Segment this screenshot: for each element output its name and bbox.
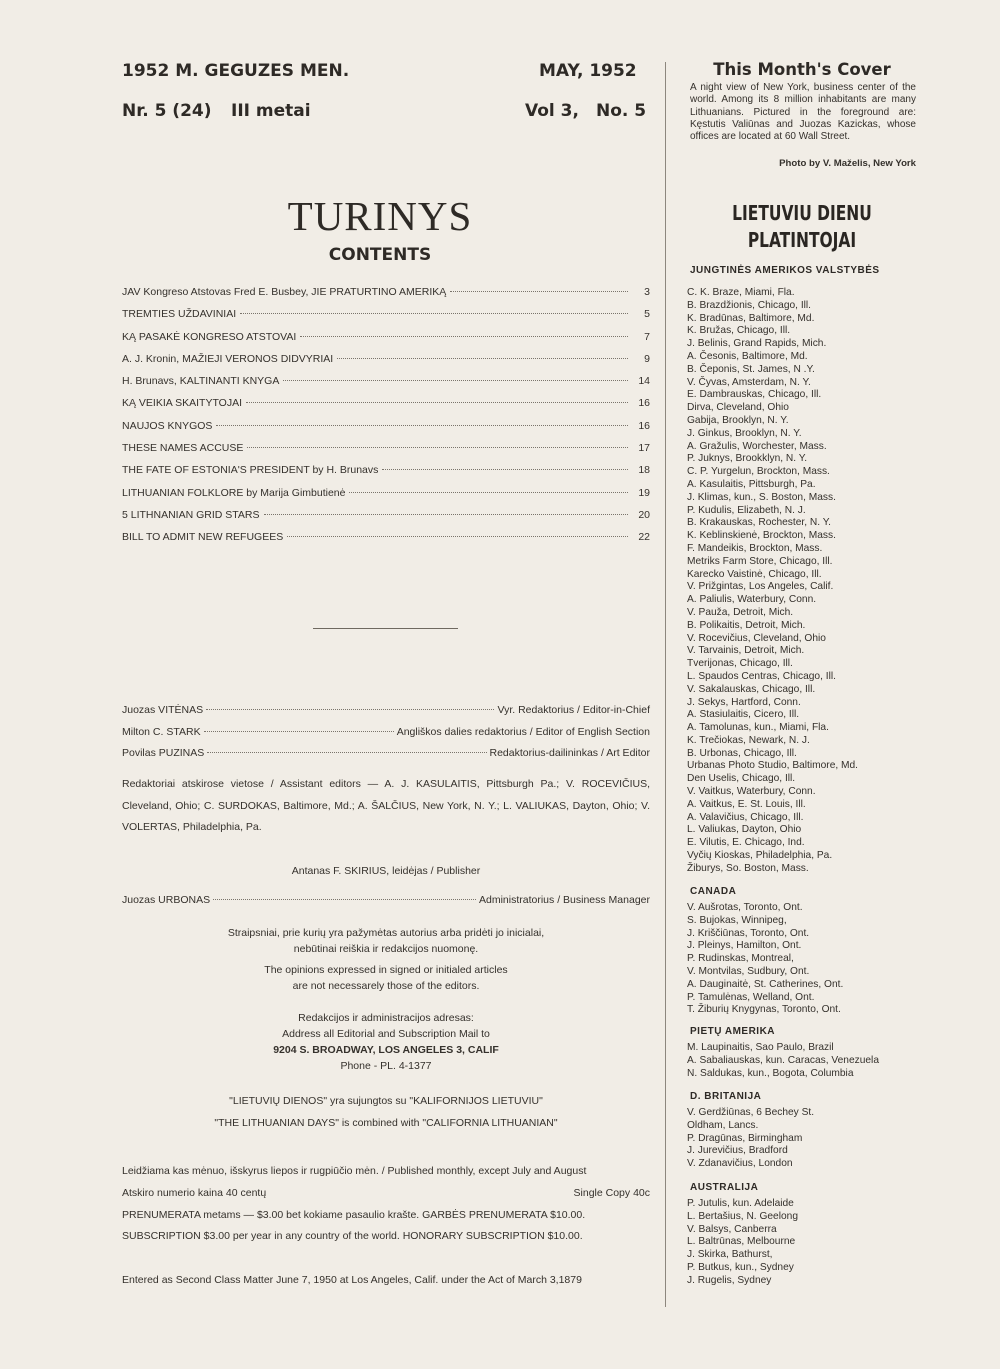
staff-row [122,726,650,738]
distributors-title [704,200,900,254]
business-row [122,894,650,906]
address-street: 9204 S. BROADWAY, LOS ANGELES 3, CALIF [273,1044,499,1056]
distributor-entry: K. Trečiokas, Newark, N. J. [687,734,810,746]
price-en: Single Copy 40c [573,1187,650,1199]
toc-item[interactable] [122,375,650,397]
header-issue-lt: Nr. 5 (24) [122,101,212,121]
region-uk-heading: D. BRITANIJA [690,1091,762,1102]
merge-block [122,1090,650,1134]
toc-item-title: H. Brunavs, KALTINANTI KNYGA [122,375,280,388]
distributor-entry: L. Spaudos Centras, Chicago, Ill. [687,670,836,682]
staff-role: Angliškos dalies redaktorius / Editor of English Section [396,726,650,738]
toc-item[interactable] [122,442,650,464]
business-name: Juozas URBONAS [122,894,211,906]
header-date-lt: 1952 M. GEGUZES MEN. [122,61,350,81]
leader-dots [349,492,628,493]
distributor-entry: V. Sakalauskas, Chicago, Ill. [687,683,816,695]
distributor-list-uk [687,1107,917,1171]
distributor-entry: M. Laupinaitis, Sao Paulo, Brazil [687,1042,834,1053]
leader-dots [240,313,628,314]
staff-name: Povilas PUZINAS [122,747,205,759]
toc-title: TURINYS [287,193,473,239]
distributor-entry: Gabija, Brooklyn, N. Y. [687,414,789,426]
distributor-entry: K. Keblinskienė, Brockton, Mass. [687,530,836,542]
toc-item-title: THESE NAMES ACCUSE [122,442,244,455]
distributor-entry: A. Dauginaitė, St. Catherines, Ont. [687,978,844,990]
leader-dots [216,425,628,426]
distributor-entry: J. Rugelis, Sydney [687,1274,772,1286]
leader-dots [300,336,628,337]
distributor-entry: A. Česonis, Baltimore, Md. [687,350,808,362]
header-no-en: No. 5 [596,101,647,121]
opinion-lt-line2: nebūtinai reiškia ir redakcijos nuomonę. [293,943,479,955]
toc-item-title: THE FATE OF ESTONIA'S PRESIDENT by H. Brunavs [122,464,379,477]
toc-item-title: A. J. Kronin, MAŽIEJI VERONOS DIDVYRIAI [122,352,334,365]
opinion-en-line2: are not necessarely those of the editors. [292,980,480,992]
distributor-entry: P. Tamulėnas, Welland, Ont. [687,991,815,1003]
region-au-heading: AUSTRALIJA [690,1182,759,1193]
distributor-list-usa [687,287,917,876]
subscription-lt: PRENUMERATA metams — $3.00 bet kokiame pasaulio krašte. GARBĖS PRENUMERATA $10.00. [122,1209,586,1221]
leader-dots [264,514,629,515]
address-lt: Redakcijos ir administracijos adresas: [298,1012,474,1024]
distributor-entry: Urbanas Photo Studio, Baltimore, Md. [687,760,859,772]
distributor-entry: A. Sabaliauskas, kun. Caracas, Venezuela [687,1054,879,1066]
subscription-lt-line [122,1209,650,1221]
toc-item-page: 16 [638,397,650,410]
toc-list [122,286,650,554]
region-sa-heading: PIETŲ AMERIKA [690,1026,776,1037]
distributors-title-line2: PLATINTOJAI [747,228,857,252]
distributor-entry: B. Brazdžionis, Chicago, Ill. [687,299,812,311]
toc-item-title: TREMTIES UŽDAVINIAI [122,308,237,321]
distributor-entry: F. Mandeikis, Brockton, Mass. [687,542,823,554]
distributor-entry: A. Paliulis, Waterbury, Conn. [687,594,817,606]
toc-item-title: KĄ PASAKĖ KONGRESO ATSTOVAI [122,330,297,343]
distributor-entry: K. Bružas, Chicago, Ill. [687,325,791,337]
distributor-entry: Oldham, Lancs. [687,1119,759,1131]
toc-item-page: 9 [644,352,650,365]
leader-dots [382,469,628,470]
distributor-entry: Karecko Vaistinė, Chicago, Ill. [687,568,822,580]
distributor-entry: P. Butkus, kun., Sydney [687,1261,794,1273]
leader-dots [283,380,628,381]
toc-item-page: 20 [638,508,650,521]
subscription-en: SUBSCRIPTION $3.00 per year in any country of the world. HONORARY SUBSCRIPTION $10.00. [122,1230,583,1242]
toc-item[interactable] [122,464,650,486]
distributor-entry: P. Jutulis, kun. Adelaide [687,1198,794,1209]
price-line [122,1187,650,1199]
address-phone: Phone - PL. 4-1377 [340,1060,432,1072]
distributor-entry: B. Polikaitis, Detroit, Mich. [687,619,806,631]
distributor-entry: Dirva, Cleveland, Ohio [687,402,789,414]
staff-row [122,704,650,716]
toc-item-title: NAUJOS KNYGOS [122,419,213,432]
price-lt: Atskiro numerio kaina 40 centų [122,1187,267,1199]
leader-dots [337,358,628,359]
distributor-entry: V. Čyvas, Amsterdam, N. Y. [687,376,811,388]
distributor-entry: A. Kasulaitis, Pittsburgh, Pa. [687,478,816,490]
distributor-entry: Vyčių Kioskas, Philadelphia, Pa. [687,850,833,862]
distributor-entry: V. Aušrotas, Toronto, Ont. [687,902,803,913]
header-vol-en: Vol 3, [525,101,579,121]
opinion-lt-line1: Straipsniai, prie kurių yra pažymėtas autorius arba pridėti jo inicialai, [227,927,545,939]
subscription-en-line [122,1230,650,1242]
distributor-entry: L. Valiukas, Dayton, Ohio [687,824,802,836]
toc-item-page: 22 [638,531,650,544]
distributor-entry: J. Jurevičius, Bradford [687,1145,788,1157]
toc-item-title: JAV Kongreso Atstovas Fred E. Busbey, JIE PRATURTINO AMERIKĄ [122,286,447,298]
toc-item-page: 14 [638,375,650,388]
entered-text: Entered as Second Class Matter June 7, 1950 at Los Angeles, Calif. under the Act of March 3,1879 [122,1274,582,1286]
distributor-entry: J. Belinis, Grand Rapids, Mich. [687,338,827,350]
toc-subtitle: CONTENTS [328,245,432,265]
published-text: Leidžiama kas mėnuo, išskyrus liepos ir rugpiūčio mėn. / Published monthly, except July and August [122,1165,587,1177]
distributor-entry: J. Klimas, kun., S. Boston, Mass. [687,491,836,503]
toc-item-title: BILL TO ADMIT NEW REFUGEES [122,531,284,544]
toc-item[interactable] [122,420,650,442]
distributor-entry: V. Gerdžiūnas, 6 Bechey St. [687,1107,815,1118]
business-role: Administratorius / Business Manager [479,894,650,906]
distributor-entry: Tverijonas, Chicago, Ill. [687,658,793,670]
header-year-lt: III metai [231,101,311,121]
toc-item[interactable] [122,397,650,419]
toc-item-title: LITHUANIAN FOLKLORE by Marija Gimbutienė [122,486,346,499]
leader-dots [450,291,628,292]
staff-role: Vyr. Redaktorius / Editor-in-Chief [497,704,650,716]
region-canada-heading: CANADA [690,886,737,897]
leader-dots [246,402,628,403]
toc-item[interactable] [122,308,650,330]
distributor-entry: P. Rudinskas, Montreal, [687,953,794,965]
distributor-entry: C. P. Yurgelun, Brockton, Mass. [687,466,830,478]
distributor-entry: L. Bertašius, N. Geelong [687,1210,798,1222]
distributor-entry: V. Zdanavičius, London [687,1158,793,1170]
toc-item-title: KĄ VEIKIA SKAITYTOJAI [122,397,243,410]
distributor-entry: P. Kudulis, Elizabeth, N. J. [687,504,806,516]
column-divider [665,62,666,1307]
region-usa-heading: JUNGTINĖS AMERIKOS VALSTYBĖS [690,265,880,276]
toc-item[interactable] [122,331,650,353]
toc-item-page: 7 [644,330,650,343]
leader-dots [213,899,476,900]
distributor-entry: T. Žiburių Knygynas, Toronto, Ont. [687,1004,841,1016]
opinion-en [122,962,650,994]
distributor-entry: P. Dragūnas, Birmingham [687,1132,803,1144]
distributor-entry: A. Gražulis, Worchester, Mass. [687,440,827,452]
cover-title: This Month's Cover [713,60,891,79]
toc-item-page: 16 [638,419,650,432]
toc-item[interactable] [122,509,650,531]
leader-dots [206,709,494,710]
distributor-entry: Metriks Farm Store, Chicago, Ill. [687,555,833,567]
distributor-entry: A. Tamolunas, kun., Miami, Fla. [687,722,829,734]
distributor-entry: V. Pauža, Detroit, Mich. [687,606,794,618]
assistant-editors: Redaktoriai atskirose vietose / Assistant editors — A. J. KASULAITIS, Pittsburgh Pa.; V. ROCEVIČIUS, Cleveland, Ohio; C. SURDOKAS, Baltimore, Md.; A. ŠALČIUS, New York, N. Y.; L. VALIUKAS, Dayton, Ohio; V. VOLERTAS, Philadelphia, Pa. [122,778,650,833]
header-date-en: MAY, 1952 [539,61,637,81]
distributor-entry: J. Kriščiūnas, Toronto, Ont. [687,927,810,939]
distributor-entry: J. Skirka, Bathurst, [687,1249,773,1261]
toc-item[interactable] [122,286,650,308]
toc-item[interactable] [122,531,650,553]
leader-dots [287,536,628,537]
distributor-entry: A. Valavičius, Chicago, Ill. [687,811,804,823]
merge-en: "THE LITHUANIAN DAYS" is combined with "CALIFORNIA LITHUANIAN" [214,1117,558,1129]
distributor-entry: B. Urbonas, Chicago, Ill. [687,747,797,759]
toc-item-page: 3 [644,286,650,298]
leader-dots [247,447,628,448]
distributor-entry: Žiburys, So. Boston, Mass. [687,862,809,874]
staff-name: Milton C. STARK [122,726,201,738]
cover-caption: A night view of New York, business center of the world. Among its 8 million inhabitants are many Lithuanians. Pictured in the foreground are: Kęstutis Valiūnas and Juozas Kazickas, whose offices are located at 60 Wall Street. [690,82,916,143]
distributor-entry: A. Stasiulaitis, Cicero, Ill. [687,709,800,721]
distributor-entry: C. K. Braze, Miami, Fla. [687,287,795,298]
publisher-line: Antanas F. SKIRIUS, leidėjas / Publisher [291,865,481,877]
leader-dots [204,731,394,732]
distributor-list-sa [687,1042,917,1080]
toc-item-page: 5 [644,308,650,321]
distributor-entry: P. Juknys, Brookklyn, N. Y. [687,453,808,465]
section-divider [313,628,458,629]
distributor-entry: E. Vilutis, E. Chicago, Ind. [687,837,805,849]
cover-credit: Photo by V. Maželis, New York [779,158,916,169]
address-en: Address all Editorial and Subscription Mail to [282,1028,490,1040]
distributor-entry: E. Dambrauskas, Chicago, Ill. [687,389,822,401]
distributor-entry: K. Bradūnas, Baltimore, Md. [687,312,815,324]
distributor-entry: L. Baltrūnas, Melbourne [687,1236,796,1248]
distributor-entry: V. Montvilas, Sudbury, Ont. [687,965,810,977]
distributor-entry: Den Uselis, Chicago, Ill. [687,773,796,785]
distributor-list-au [687,1198,917,1288]
toc-item-title: 5 LITHNANIAN GRID STARS [122,508,260,521]
distributor-entry: V. Prižgintas, Los Angeles, Calif. [687,581,834,593]
distributor-list-canada [687,902,917,1017]
toc-item-page: 18 [638,464,650,477]
published-line [122,1165,650,1177]
distributor-entry: J. Ginkus, Brooklyn, N. Y. [687,427,802,439]
staff-name: Juozas VITĖNAS [122,704,204,716]
staff-row [122,747,650,759]
leader-dots [207,752,486,753]
toc-item[interactable] [122,353,650,375]
opinion-en-line1: The opinions expressed in signed or initialed articles [264,964,508,976]
distributor-entry: B. Krakauskas, Rochester, N. Y. [687,517,832,529]
distributor-entry: N. Saldukas, kun., Bogota, Columbia [687,1067,854,1079]
distributor-entry: J. Sekys, Hartford, Conn. [687,696,801,708]
distributor-entry: A. Vaitkus, E. St. Louis, Ill. [687,798,806,810]
toc-item-page: 19 [638,486,650,499]
distributors-title-line1: LIETUVIU DIENU [732,201,872,225]
merge-lt: "LIETUVIŲ DIENOS" yra sujungtos su "KALIFORNIJOS LIETUVIU" [229,1095,543,1107]
distributor-entry: B. Čeponis, St. James, N .Y. [687,363,815,375]
toc-item-page: 17 [638,442,650,455]
distributor-entry: J. Pleinys, Hamilton, Ont. [687,940,802,952]
distributor-entry: V. Tarvainis, Detroit, Mich. [687,645,805,657]
staff-role: Redaktorius-dailininkas / Art Editor [489,747,650,759]
distributor-entry: S. Bujokas, Winnipeg, [687,914,787,926]
distributor-entry: V. Balsys, Canberra [687,1223,777,1235]
toc-item[interactable] [122,487,650,509]
distributor-entry: V. Vaitkus, Waterbury, Conn. [687,786,816,798]
address-block [122,1010,650,1074]
distributor-entry: V. Rocevičius, Cleveland, Ohio [687,632,826,644]
opinion-lt [122,925,650,957]
entered-line [122,1274,650,1286]
